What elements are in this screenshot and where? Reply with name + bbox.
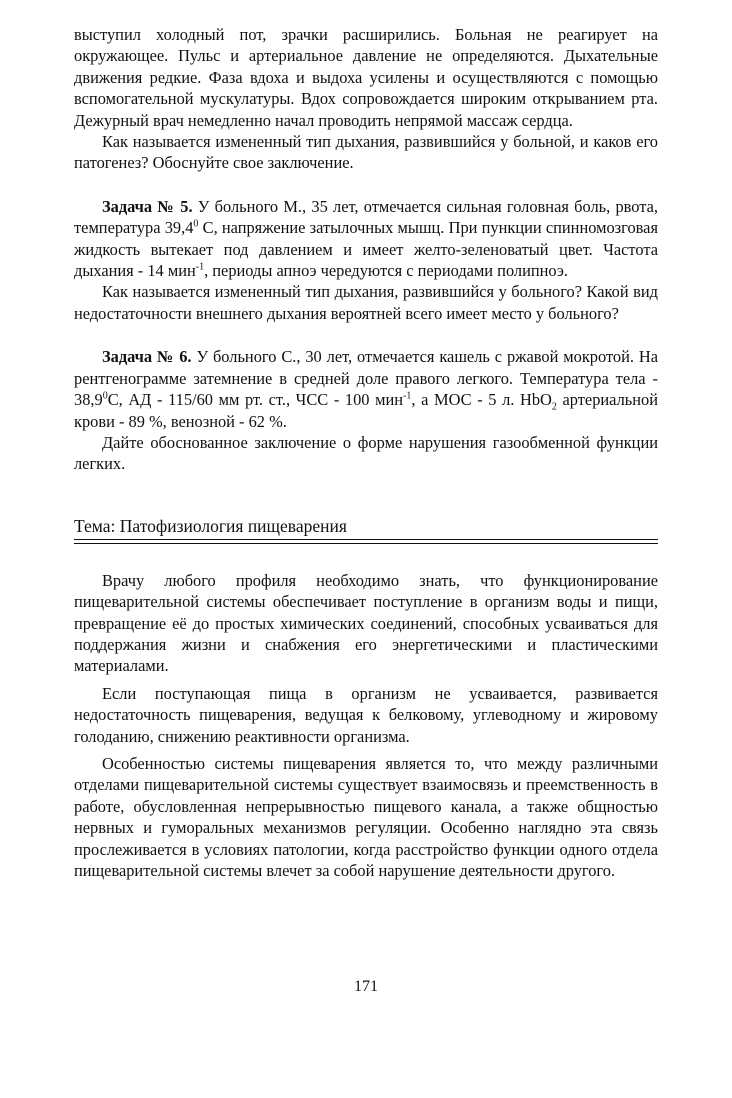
task6-label: Задача № 6. xyxy=(102,347,192,367)
task6-text-2: С, АД - 115/60 мм рт. ст., ЧСС - 100 мин xyxy=(107,390,404,410)
intro-paragraph-3: Особенностью системы пищеварения является то, что между различными отделами пищеварительной системы существует взаимосвязь и преемственность в работе, обусловленная непрерывностью пищевого канала, а также общностью нервных и гуморальных механизмов регуляции. Особенно наглядно эта связь прослеживается в условиях патологии, когда расстройство функции одного отдела пищеварительной системы влечет за собой нарушение деятельности другого. xyxy=(74,753,658,880)
task6-text-3: , а МОС - 5 л. HbO xyxy=(411,390,552,410)
task5-condition xyxy=(74,196,658,282)
task5-question: Как называется измененный тип дыхания, развившийся у больного? Какой вид недостаточности внешнего дыхания вероятней всего имеет место у больного? xyxy=(74,282,658,323)
intro-paragraph-2: Если поступающая пища в организм не усваивается, развивается недостаточность пищеварения, ведущая к белковому, углеводному и жировому голоданию, снижению реактивности организма. xyxy=(74,683,658,746)
task6-degree-sup: 0 xyxy=(102,390,108,402)
task5-text-3: , периоды апноэ чередуются с периодами полипноэ. xyxy=(204,261,568,281)
task5-min-sup: -1 xyxy=(195,261,205,273)
task6-min-sup: -1 xyxy=(403,390,412,402)
task4-question: Как называется измененный тип дыхания, развившийся у больной, и каков его патогенез? Обоснуйте свое заключение. xyxy=(74,132,658,173)
task6-hbo2-sub: 2 xyxy=(551,401,557,413)
task5-label: Задача № 5. xyxy=(102,196,193,216)
topic-heading: Тема: Патофизиология пищеварения xyxy=(74,515,658,540)
task5-text-2: С, напряжение затылочных мышц. При пункции спинномозговая жидкость вытекает под давлением и имеет желто-зеленоватый цвет. Частота дыхания - 14 мин xyxy=(74,218,658,281)
task6-text-1: У больного С., 30 лет, отмечается кашель с ржавой мокротой. На рентгенограмме затемнение в средней доле правого легкого. Температура тела - 38,9 xyxy=(74,347,659,410)
task6-question: Дайте обоснованное заключение о форме нарушения газообменной функции легких. xyxy=(74,432,658,474)
page-content xyxy=(74,24,658,881)
intro-paragraph-1: Врачу любого профиля необходимо знать, что функционирование пищеварительной системы обеспечивает поступление в организм воды и пищи, превращение её до простых химических соединений, способных усваиваться для поддержания жизни и снабжения его энергетическими и пластическими материалами. xyxy=(74,570,658,676)
topic-double-rule xyxy=(74,543,658,544)
task5-text-1: У больного М., 35 лет, отмечается сильная головная боль, рвота, температура 39,4 xyxy=(74,196,658,238)
task6-text-4: артериальной крови - 89 %, венозной - 62 %. xyxy=(74,390,658,431)
page-number: 171 xyxy=(354,978,378,995)
task5-degree-sup: 0 xyxy=(193,218,199,230)
task4-continuation-text: выступил холодный пот, зрачки расширились. Больная не реагирует на окружающее. Пульс и артериальное давление не определяются. Дыхательные движения редкие. Фаза вдоха и выдоха усилены и осуществляются с помощью вспомогательной мускулатуры. Вдох сопровождается широким открыванием рта. Дежурный врач немедленно начал проводить непрямой массаж сердца. xyxy=(74,25,658,130)
task6-condition xyxy=(74,346,658,432)
